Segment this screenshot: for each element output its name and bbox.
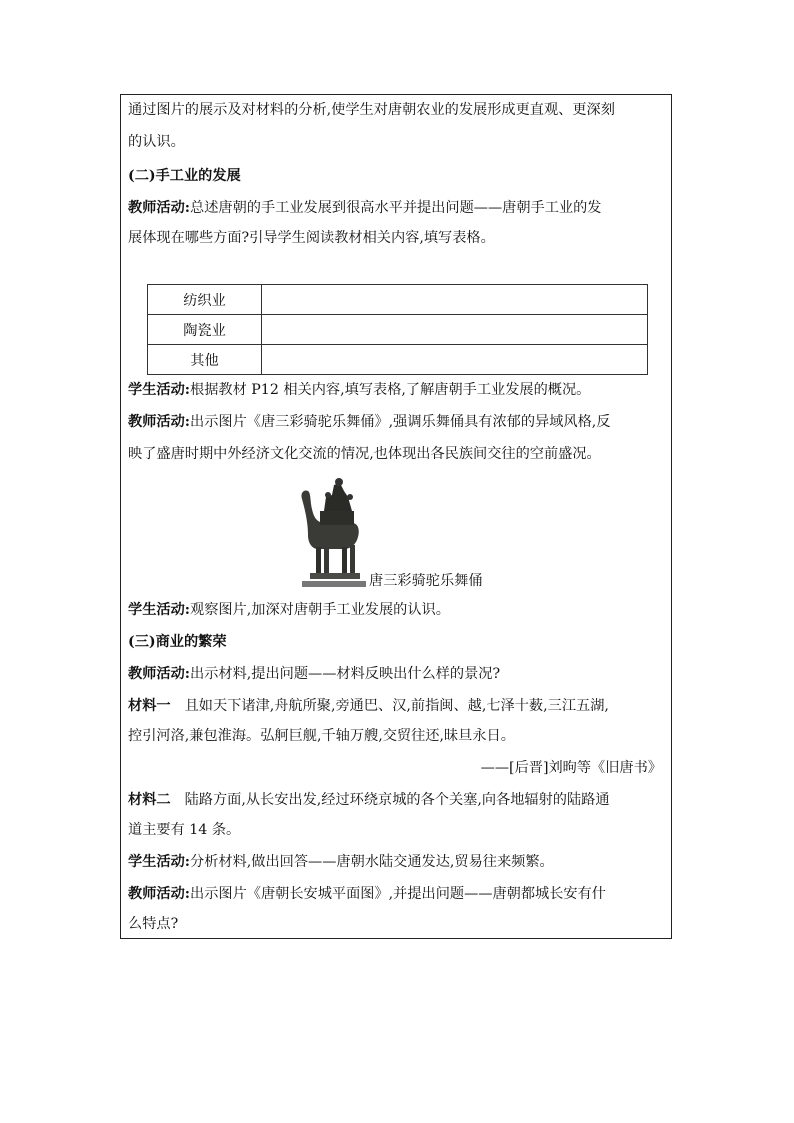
text-line: 道主要有 14 条。 bbox=[128, 822, 241, 838]
activity-text: 出示图片《唐朝长安城平面图》,并提出问题——唐朝都城长安有什 bbox=[190, 886, 606, 902]
student-activity-3 bbox=[128, 852, 554, 872]
activity-label: 学生活动: bbox=[128, 602, 190, 618]
table-cell-value[interactable] bbox=[262, 345, 648, 375]
section-heading-commerce: (三)商业的繁荣 bbox=[128, 634, 227, 650]
activity-label: 教师活动: bbox=[128, 666, 190, 682]
material-label: 材料一 bbox=[128, 698, 171, 714]
material-label: 材料二 bbox=[128, 792, 171, 808]
activity-label: 学生活动: bbox=[128, 854, 190, 870]
material-source: ——[后晋]刘昫等《旧唐书》 bbox=[480, 760, 662, 776]
teacher-activity-1 bbox=[128, 198, 601, 218]
text-line: 控引河洛,兼包淮海。弘舸巨舰,千轴万艘,交贸往还,昧旦永日。 bbox=[128, 728, 515, 744]
activity-text: 根据教材 P12 相关内容,填写表格,了解唐朝手工业发展的概况。 bbox=[190, 382, 591, 398]
table-cell-label: 纺织业 bbox=[148, 285, 262, 315]
teacher-activity-4 bbox=[128, 884, 606, 904]
handicraft-table bbox=[147, 284, 648, 375]
camel-figurine-image bbox=[296, 477, 366, 587]
table-row bbox=[148, 345, 648, 375]
student-activity-2 bbox=[128, 600, 450, 620]
activity-label: 教师活动: bbox=[128, 886, 190, 902]
activity-label: 学生活动: bbox=[128, 382, 190, 398]
material-text: 陆路方面,从长安出发,经过环绕京城的各个关塞,向各地辐射的陆路通 bbox=[184, 792, 610, 808]
table-cell-value[interactable] bbox=[262, 285, 648, 315]
activity-label: 教师活动: bbox=[128, 200, 190, 216]
text-line: 么特点? bbox=[128, 916, 179, 932]
table-cell-label: 陶瓷业 bbox=[148, 315, 262, 345]
table-cell-label: 其他 bbox=[148, 345, 262, 375]
material-1 bbox=[128, 696, 609, 716]
text-line: 通过图片的展示及对材料的分析,使学生对唐朝农业的发展形成更直观、更深刻 bbox=[128, 102, 615, 118]
activity-text: 总述唐朝的手工业发展到很高水平并提出问题——唐朝手工业的发 bbox=[190, 200, 602, 216]
table-row bbox=[148, 315, 648, 345]
text-line: 映了盛唐时期中外经济文化交流的情况,也体现出各民族间交往的空前盛况。 bbox=[128, 446, 601, 462]
material-2 bbox=[128, 790, 610, 810]
activity-text: 观察图片,加深对唐朝手工业发展的认识。 bbox=[190, 602, 450, 618]
activity-label: 教师活动: bbox=[128, 414, 190, 430]
activity-text: 出示材料,提出问题——材料反映出什么样的景况? bbox=[190, 666, 501, 682]
text-line: 的认识。 bbox=[128, 134, 185, 150]
section-heading-handicraft: (二)手工业的发展 bbox=[128, 168, 241, 184]
text-line: 展体现在哪些方面?引导学生阅读教材相关内容,填写表格。 bbox=[128, 230, 495, 246]
material-text: 且如天下诸津,舟航所聚,旁通巴、汉,前指闽、越,七泽十薮,三江五湖, bbox=[184, 698, 609, 714]
teacher-activity-3 bbox=[128, 664, 500, 684]
activity-text: 分析材料,做出回答——唐朝水陆交通发达,贸易往来频繁。 bbox=[190, 854, 554, 870]
table-row bbox=[148, 285, 648, 315]
student-activity-1 bbox=[128, 380, 590, 400]
activity-text: 出示图片《唐三彩骑驼乐舞俑》,强调乐舞俑具有浓郁的异域风格,反 bbox=[190, 414, 611, 430]
figure-caption: 唐三彩骑驼乐舞俑 bbox=[369, 573, 483, 589]
page-frame bbox=[120, 94, 672, 939]
teacher-activity-2 bbox=[128, 412, 610, 432]
table-cell-value[interactable] bbox=[262, 315, 648, 345]
